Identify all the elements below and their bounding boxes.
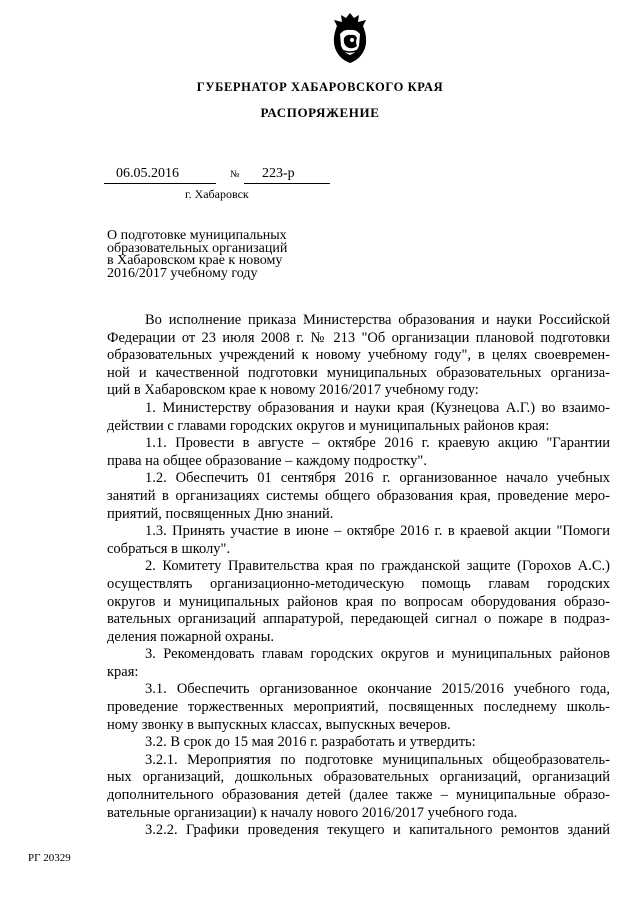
document-date: 06.05.2016 — [116, 166, 179, 181]
document-city: г. Хабаровск — [185, 187, 249, 201]
body-line: занятий в организациях системы общего образования края, проведение меро- — [107, 487, 610, 504]
document-subject — [107, 230, 322, 280]
date-underline — [104, 183, 216, 184]
body-line: проведение торжественных мероприятий, посвященных последнему школь- — [107, 699, 610, 716]
body-line: Во исполнение приказа Министерства образования и науки Российской — [145, 312, 610, 328]
body-line: края: — [107, 663, 139, 680]
body-line: ций в Хабаровском крае к новому 2016/2017 учебному году: — [107, 382, 479, 399]
subject-line: 2016/2017 учебному году — [107, 265, 258, 281]
body-line: дополнительного образования детей (далее также – муниципальные образо- — [107, 787, 610, 804]
body-line: 3.2.2. Графики проведения текущего и капитального ремонтов зданий — [145, 822, 610, 839]
number-underline — [244, 183, 330, 184]
body-line: 1.1. Провести в августе – октябре 2016 г. краевую акцию "Гарантии — [145, 435, 610, 452]
body-line: округов и муниципальных районов края по вопросам оборудования образо- — [107, 593, 610, 610]
body-line: 1.3. Принять участие в июне – октябре 2016 г. в краевой акции "Помоги — [145, 523, 610, 540]
registration-line — [104, 166, 334, 188]
document-number: 223-р — [262, 166, 295, 181]
body-line: осуществлять организационно-методическую помощь главам городских — [107, 575, 610, 592]
body-line: ной и качественной подготовки муниципальных образовательных организа- — [107, 364, 610, 381]
body-line: 2. Комитету Правительства края по гражданской защите (Горохов А.С.) — [145, 558, 610, 575]
khabarovsk-coat-of-arms-icon — [330, 12, 370, 64]
body-line: вательные организации) к началу нового 2016/2017 учебного года. — [107, 804, 518, 821]
body-line: ному звонку в выпускных классах, выпускных вечеров. — [107, 716, 451, 733]
body-line: вательных организаций аппаратурой, передающей сигнал о пожаре в подраз- — [107, 611, 610, 628]
body-line: Федерации от 23 июля 2008 г. № 213 "Об организации плановой подготовки — [107, 329, 610, 346]
body-line: образовательных учреждений к новому учебному году", в целях своевремен- — [107, 347, 610, 364]
issuer-title: ГУБЕРНАТОР ХАБАРОВСКОГО КРАЯ — [196, 80, 444, 94]
body-line: 1. Министерству образования и науки края (Кузнецова А.Г.) во взаимо- — [145, 399, 610, 416]
body-line: действии с главами городских округов и муниципальных районов края: — [107, 417, 550, 434]
body-line: 3.1. Обеспечить организованное окончание 2015/2016 учебного года, — [145, 681, 610, 698]
body-line: 3.2. В срок до 15 мая 2016 г. разработать и утвердить: — [145, 734, 476, 751]
body-line: права на общее образование – каждому подростку". — [107, 452, 427, 469]
body-line: 3. Рекомендовать главам городских округов и муниципальных районов — [145, 646, 610, 663]
body-line: собраться в школу". — [107, 540, 231, 557]
body-line: приятий, посвященных Дню знаний. — [107, 505, 334, 522]
body-line: 3.2.1. Мероприятия по подготовке муниципальных общеобразователь- — [145, 751, 610, 768]
body-line: ных организаций, дошкольных образовательных организаций, организаций — [107, 769, 610, 786]
subject-line: в Хабаровском крае к новому — [107, 253, 283, 268]
number-sign: № — [230, 169, 240, 180]
body-line: деления пожарной охраны. — [107, 628, 274, 645]
subject-line: образовательных организаций — [107, 240, 288, 256]
footer-code: РГ 20329 — [28, 852, 71, 864]
document-type: РАСПОРЯЖЕНИЕ — [260, 105, 380, 120]
document-body — [107, 312, 610, 840]
body-line: 1.2. Обеспечить 01 сентября 2016 г. организованное начало учебных — [145, 470, 610, 487]
subject-line: О подготовке муниципальных — [107, 228, 287, 243]
